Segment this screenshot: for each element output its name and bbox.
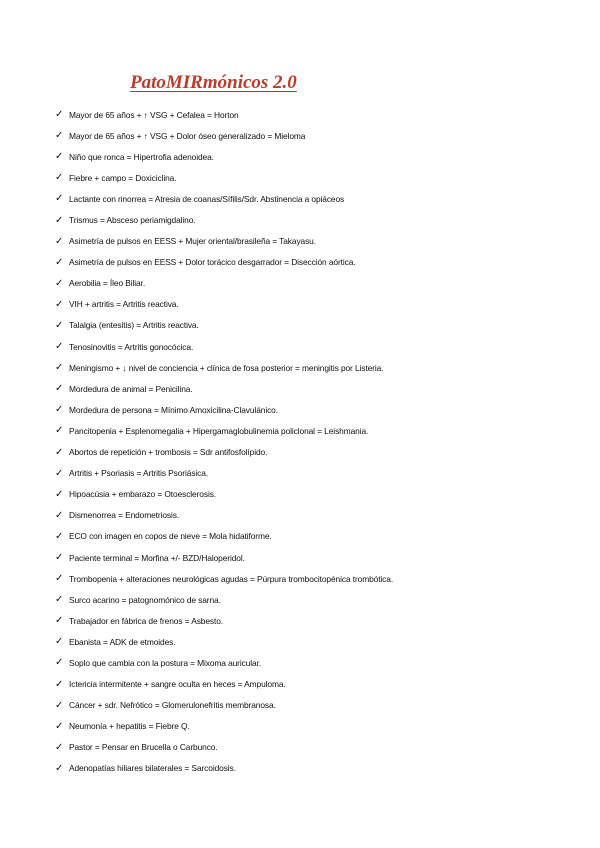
list-item-text: Abortos de repetición + trombosis = Sdr antifosfolípido. — [69, 447, 268, 458]
list-item — [55, 442, 585, 463]
checkmark-icon: ✓ — [55, 341, 64, 353]
checkmark-icon: ✓ — [55, 319, 64, 331]
list-item-text: Mayor de 65 años + ↑ VSG + Cefalea = Horton — [69, 109, 239, 120]
list-item-text: Trombopenia + alteraciones neurológicas agudas = Púrpura trombocitopénica trombótica. — [69, 573, 394, 584]
checkmark-icon: ✓ — [55, 214, 64, 226]
checkmark-icon: ✓ — [55, 298, 64, 310]
list-item-text: Pastor = Pensar en Brucella o Carbunco. — [69, 742, 218, 753]
list-item — [55, 547, 585, 568]
checkmark-icon: ✓ — [55, 509, 64, 521]
checkmark-icon: ✓ — [55, 594, 64, 606]
list-item-text: Fiebre + campo = Doxiciclina. — [69, 172, 177, 183]
list-item-text: Paciente terminal = Morfina +/- BZD/Haloperidol. — [69, 552, 245, 563]
list-item — [55, 420, 585, 441]
list-item-text: Adenopatías hiliares bilaterales = Sarcoidosis. — [69, 763, 236, 774]
checkmark-icon: ✓ — [55, 678, 64, 690]
list-item — [55, 104, 585, 125]
list-item-text: Trabajador en fábrica de frenos = Asbesto. — [69, 615, 224, 626]
list-item-text: Surco acarino = patognomónico de sarna. — [69, 594, 221, 605]
checkmark-icon: ✓ — [55, 109, 64, 121]
checkmark-icon: ✓ — [55, 446, 64, 458]
list-item — [55, 315, 585, 336]
list-item-text: Ictericia intermitente + sangre oculta en heces = Ampuloma. — [69, 679, 286, 690]
checkmark-icon: ✓ — [55, 530, 64, 542]
list-item — [55, 568, 585, 589]
list-item-text: Aerobilia = Íleo Biliar. — [69, 278, 146, 289]
list-item-text: Mordedura de animal = Penicilina. — [69, 383, 193, 394]
list-item — [55, 294, 585, 315]
list-item-text: Pancitopenia + Esplenomegalia + Hipergamaglobulinemia policlonal = Leishmania. — [69, 425, 369, 436]
list-item-text: Dismenorrea = Endometriosis. — [69, 510, 180, 521]
list-item-text: Lactante con rinorrea = Atresia de coanas/Sífilis/Sdr. Abstinencia a opiáceos — [69, 193, 345, 204]
list-item — [55, 526, 585, 547]
checkmark-icon: ✓ — [55, 720, 64, 732]
checkmark-icon: ✓ — [55, 256, 64, 268]
list-item-text: Hipoacúsia + embarazo = Otoesclerosis. — [69, 489, 217, 500]
list-item — [55, 695, 585, 716]
checkmark-icon: ✓ — [55, 362, 64, 374]
list-item — [55, 146, 585, 167]
list-item — [55, 357, 585, 378]
list-item — [55, 273, 585, 294]
list-item — [55, 716, 585, 737]
checkmark-icon: ✓ — [55, 130, 64, 142]
list-item — [55, 336, 585, 357]
list-item — [55, 674, 585, 695]
list-item — [55, 505, 585, 526]
checkmark-icon: ✓ — [55, 383, 64, 395]
list-item — [55, 484, 585, 505]
list-item — [55, 209, 585, 230]
list-item — [55, 167, 585, 188]
checkmark-icon: ✓ — [55, 193, 64, 205]
list-item-text: Neumonía + hepatitis = Fiebre Q. — [69, 721, 190, 732]
list-item — [55, 188, 585, 209]
list-item-text: Talalgia (entesitis) = Artritis reactiva. — [69, 320, 199, 331]
list-item — [55, 125, 585, 146]
checkmark-icon: ✓ — [55, 277, 64, 289]
list-item-text: VIH + artritis = Artritis reactiva. — [69, 299, 179, 310]
checkmark-icon: ✓ — [55, 467, 64, 479]
list-item-text: Meningismo + ↓ nivel de conciencia + clínica de fosa posterior = meningitis por Listeria. — [69, 362, 384, 373]
checkmark-icon: ✓ — [55, 657, 64, 669]
checkmark-icon: ✓ — [55, 552, 64, 564]
list-item — [55, 631, 585, 652]
list-item-text: Asimetría de pulsos en EESS + Mujer oriental/brasileña = Takayasu. — [69, 236, 316, 247]
list-item — [55, 652, 585, 673]
list-item-text: Tenosinovitis = Artritis gonocócica. — [69, 341, 194, 352]
checkmark-icon: ✓ — [55, 573, 64, 585]
list-item-text: Trismus = Absceso periamigdalino. — [69, 215, 196, 226]
list-item-text: Ebanista = ADK de etmoides. — [69, 636, 176, 647]
list-item-text: Soplo que cambia con la postura = Mixoma auricular. — [69, 657, 262, 668]
list-item-text: Niño que ronca = Hipertrofia adenoidea. — [69, 151, 214, 162]
checkmark-icon: ✓ — [55, 636, 64, 648]
list-item — [55, 589, 585, 610]
list-item-text: Cáncer + sdr. Nefrótico = Glomerulonefritis membranosa. — [69, 700, 276, 711]
checkmark-icon: ✓ — [55, 741, 64, 753]
list-item — [55, 737, 585, 758]
list-item — [55, 758, 585, 779]
checkmark-icon: ✓ — [55, 151, 64, 163]
list-item — [55, 399, 585, 420]
checkmark-icon: ✓ — [55, 235, 64, 247]
list-item-text: Artritis + Psoriasis = Artritis Psoriásica. — [69, 468, 209, 479]
checkmark-icon: ✓ — [55, 425, 64, 437]
mnemonic-list — [55, 104, 585, 779]
list-item-text: Mordedura de persona = Mínimo Amoxicilina-Clavulánico. — [69, 404, 278, 415]
checkmark-icon: ✓ — [55, 172, 64, 184]
list-item — [55, 610, 585, 631]
list-item-text: ECO con imagen en copos de nieve = Mola hidatiforme. — [69, 531, 272, 542]
list-item — [55, 231, 585, 252]
list-item-text: Asimetría de pulsos en EESS + Dolor torácico desgarrador = Disección aórtica. — [69, 257, 356, 268]
checkmark-icon: ✓ — [55, 488, 64, 500]
list-item — [55, 463, 585, 484]
list-item — [55, 378, 585, 399]
document-title: PatoMIRmónicos 2.0 — [130, 72, 297, 93]
checkmark-icon: ✓ — [55, 699, 64, 711]
list-item-text: Mayor de 65 años + ↑ VSG + Dolor óseo generalizado = Mieloma — [69, 130, 306, 141]
list-item — [55, 252, 585, 273]
checkmark-icon: ✓ — [55, 404, 64, 416]
checkmark-icon: ✓ — [55, 615, 64, 627]
checkmark-icon: ✓ — [55, 762, 64, 774]
